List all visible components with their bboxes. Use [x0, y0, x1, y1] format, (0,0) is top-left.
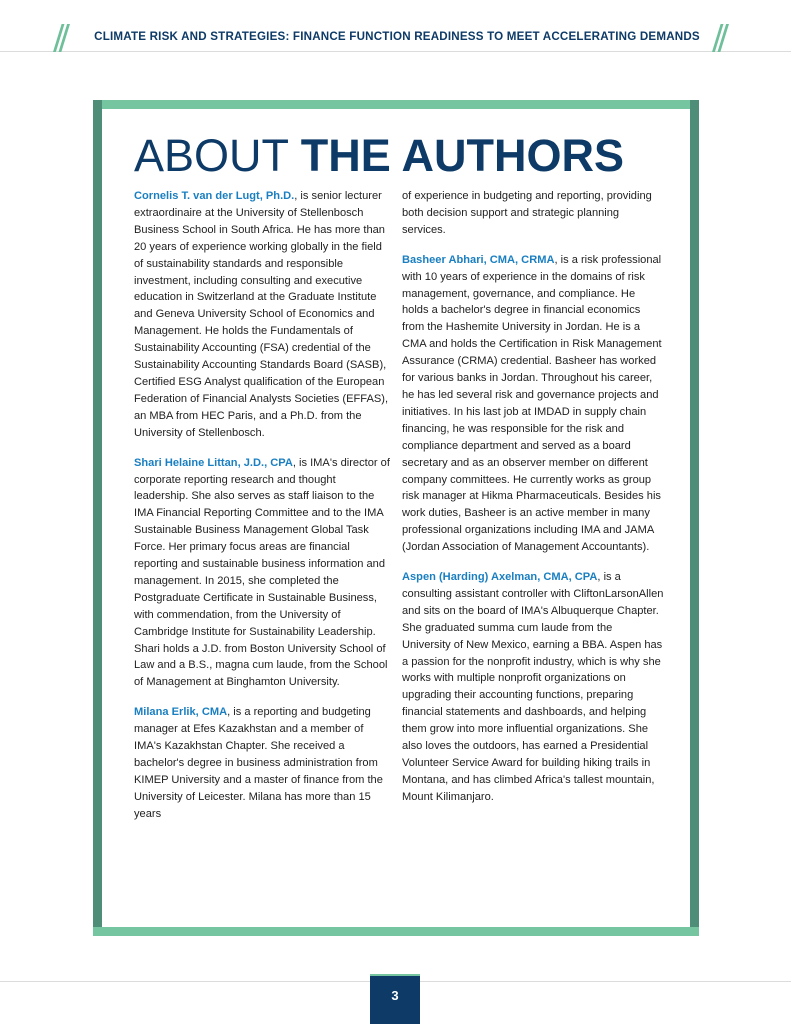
author-bio: [134, 188, 390, 442]
page-number-badge: [370, 974, 420, 1024]
page-header: [0, 18, 791, 60]
author-bio-text: of experience in budgeting and reporting, providing both decision support and strategic planning services.: [402, 190, 652, 236]
header-slash-left-icon: //: [53, 18, 64, 58]
left-column: [134, 188, 390, 836]
author-bio: [134, 704, 390, 822]
author-bio-text: , is a reporting and budgeting manager at Efes Kazakhstan and a member of IMA's Kazakhstan Chapter. She received a bachelor's degree in business administration from KIMEP University and a master of finance from the University of Leicester. Milana has more than 15 years: [134, 706, 383, 820]
author-name: Basheer Abhari, CMA, CRMA: [402, 253, 555, 266]
author-bio-text: , is a consulting assistant controller with CliftonLarsonAllen and sits on the board of IMA's Albuquerque Chapter. She graduated summa cum laude from the University of New Mexico, earning a BBA. Aspen has a passion for the nonprofit industry, which is why she works with multiple nonprofit organizations on upgrading their accounting functions, preparing financial statements and dashboards, and helping them grow into more influential organizations. She also loves the outdoors, has earned a Presidential Volunteer Service Award for building hiking trails in Montana, and has climbed Africa's tallest mountain, Mount Kilimanjaro.: [402, 571, 664, 803]
header-slash-right-icon: //: [712, 18, 723, 58]
page-title: [134, 128, 624, 184]
author-name: Milana Erlik, CMA: [134, 706, 228, 719]
page-title-light: ABOUT: [134, 130, 301, 181]
author-bio-text: , is senior lecturer extraordinaire at the University of Stellenbosch Business School in South Africa. He has more than 20 years of experience working globally in the field of sustainability standards and responsible investment, including consulting and executive education in Switzerland at the Graduate Institute and Geneva University School of Economics and Management. He holds the Fundamentals of Sustainability Accounting (FSA) credential of the Sustainability Accounting Standards Board (SASB), Certified ESG Analyst qualification of the European Federation of Financial Analysts Societies (EFFAS), an MBA from HEC Paris, and a Ph.D. from the University of Stellenbosch.: [134, 190, 389, 439]
author-name: Aspen (Harding) Axelman, CMA, CPA: [402, 571, 598, 584]
page-number-accent: [370, 974, 420, 976]
right-column: [402, 188, 664, 819]
frame-right-bar: [690, 100, 699, 936]
frame-left-bar: [93, 100, 102, 936]
author-bio-continued: [402, 188, 664, 239]
frame-top-bar: [93, 100, 699, 109]
header-rule: [0, 51, 791, 52]
author-bio-text: , is IMA's director of corporate reporting research and thought leadership. She also serves as staff liaison to the IMA Financial Reporting Committee and to the IMA Sustainable Business Management Global Task Force. Her primary focus areas are financial reporting and sustainable business information and management. In 2015, she completed the Postgraduate Certificate in Sustainable Business, with commendation, from the University of Cambridge Institute for Sustainability Leadership. Shari holds a J.D. from Boston University School of Law and a B.S., magna cum laude, from the School of Management at Binghamton University.: [134, 456, 390, 689]
author-name: Shari Helaine Littan, J.D., CPA: [134, 456, 293, 469]
page-number: 3: [391, 988, 399, 1003]
author-bio: [402, 252, 664, 556]
header-title: CLIMATE RISK AND STRATEGIES: FINANCE FUNCTION READINESS TO MEET ACCELERATING DEMANDS: [94, 30, 700, 43]
author-bio-text: , is a risk professional with 10 years of experience in the domains of risk management, governance, and compliance. He holds a bachelor's degree in financial economics from the Hashemite University in Jordan. He is a CMA and holds the Certification in Risk Management Assurance (CRMA) credential. Basheer has worked for various banks in Jordan. Throughout his career, he has led several risk and governance projects and initiatives. In his last job at IMDAD in supply chain financing, he was responsible for the risk and compliance department and served as a board secretary and as an observer member on different company committees. He currently works as group risk manager at Hikma Pharmaceuticals. Besides his work duties, Basheer is an active member in many professional organizations including IMA and JAMA (Jordan Association of Management Accountants).: [402, 253, 662, 554]
frame-bottom-bar: [93, 927, 699, 936]
page-title-bold: THE AUTHORS: [300, 130, 625, 181]
author-bio: [402, 569, 664, 806]
author-bio: [134, 455, 390, 692]
author-name: Cornelis T. van der Lugt, Ph.D.: [134, 190, 295, 202]
